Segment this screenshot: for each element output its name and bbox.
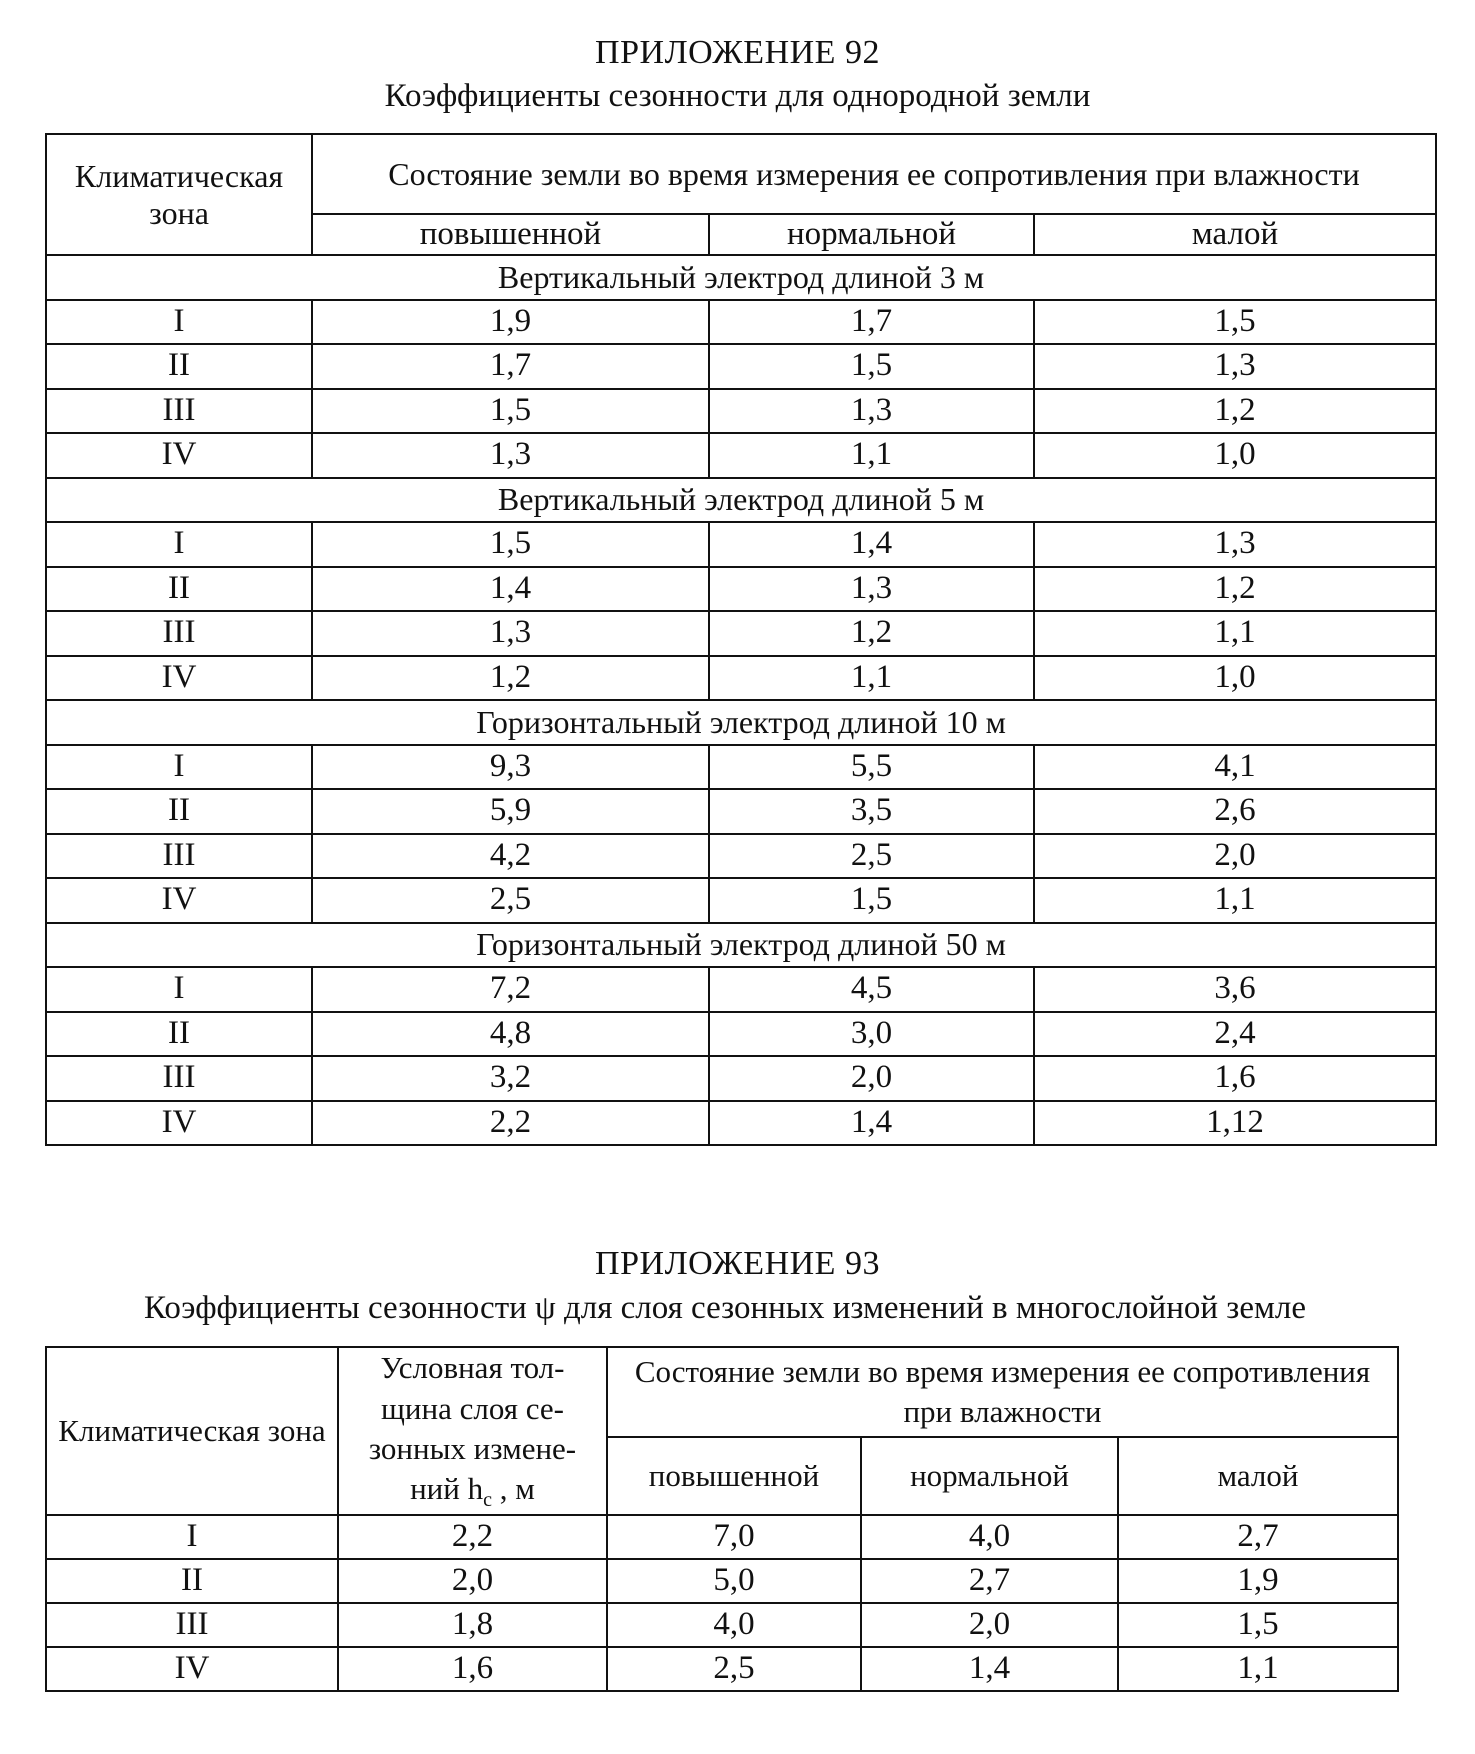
- header-humidity-low: малой: [1118, 1437, 1398, 1515]
- header-humidity-normal: нормальной: [861, 1437, 1118, 1515]
- cell-normal: 1,1: [709, 656, 1034, 701]
- table-row: [46, 344, 1436, 389]
- cell-low: 1,5: [1118, 1603, 1398, 1647]
- cell-zone: I: [46, 522, 312, 567]
- appendix-92-caption: Коэффициенты сезонности для однородной земли: [384, 78, 1091, 114]
- section-title: Вертикальный электрод длиной 3 м: [46, 255, 1436, 300]
- cell-zone: II: [46, 1559, 338, 1603]
- cell-high: 4,8: [312, 1012, 709, 1057]
- cell-high: 2,2: [312, 1101, 709, 1146]
- appendix-93-heading: ПРИЛОЖЕНИЕ 93: [595, 1245, 880, 1282]
- cell-normal: 1,3: [709, 389, 1034, 434]
- cell-low: 2,0: [1034, 834, 1436, 879]
- table-row: [46, 1559, 1398, 1603]
- cell-normal: 2,0: [709, 1056, 1034, 1101]
- cell-low: 2,4: [1034, 1012, 1436, 1057]
- cell-zone: IV: [46, 433, 312, 478]
- seasonality-table-multilayer: [45, 1346, 1399, 1692]
- cell-high: 1,9: [312, 300, 709, 345]
- cell-normal: 1,2: [709, 611, 1034, 656]
- thickness-subscript: c: [483, 1489, 493, 1512]
- cell-high: 1,3: [312, 433, 709, 478]
- cell-normal: 5,5: [709, 745, 1034, 790]
- cell-low: 1,9: [1118, 1559, 1398, 1603]
- cell-high: 2,5: [312, 878, 709, 923]
- cell-zone: II: [46, 344, 312, 389]
- cell-thickness: 2,2: [338, 1515, 607, 1559]
- cell-zone: III: [46, 1603, 338, 1647]
- cell-low: 1,12: [1034, 1101, 1436, 1146]
- cell-zone: IV: [46, 1101, 312, 1146]
- section-row: [46, 255, 1436, 300]
- cell-normal: 1,5: [709, 344, 1034, 389]
- seasonality-table-homogeneous: [45, 133, 1437, 1146]
- cell-zone: I: [46, 300, 312, 345]
- section-title: Горизонтальный электрод длиной 10 м: [46, 700, 1436, 745]
- cell-normal: 1,3: [709, 567, 1034, 612]
- cell-high: 3,2: [312, 1056, 709, 1101]
- cell-high: 9,3: [312, 745, 709, 790]
- cell-zone: II: [46, 789, 312, 834]
- table-row: [46, 1647, 1398, 1691]
- cell-low: 1,0: [1034, 656, 1436, 701]
- header-soil-state: Состояние земли во время измерения ее сопротивления при влажности: [607, 1347, 1398, 1437]
- cell-zone: III: [46, 389, 312, 434]
- cell-low: 1,3: [1034, 522, 1436, 567]
- table-row: [46, 1515, 1398, 1559]
- cell-high: 1,5: [312, 389, 709, 434]
- table-row: [46, 967, 1436, 1012]
- cell-zone: I: [46, 967, 312, 1012]
- cell-low: 4,1: [1034, 745, 1436, 790]
- appendix-92-heading: ПРИЛОЖЕНИЕ 92: [595, 34, 880, 71]
- section-title: Горизонтальный электрод длиной 50 м: [46, 923, 1436, 968]
- section-row: [46, 923, 1436, 968]
- cell-low: 1,6: [1034, 1056, 1436, 1101]
- cell-high: 1,5: [312, 522, 709, 567]
- table-row: [46, 611, 1436, 656]
- table-row: [46, 1603, 1398, 1647]
- cell-normal: 1,1: [709, 433, 1034, 478]
- cell-high: 2,5: [607, 1647, 861, 1691]
- table-row: [46, 567, 1436, 612]
- cell-normal: 1,5: [709, 878, 1034, 923]
- header-climatic-zone: Климатическая зона: [46, 134, 312, 255]
- cell-high: 4,0: [607, 1603, 861, 1647]
- cell-zone: I: [46, 745, 312, 790]
- cell-low: 2,6: [1034, 789, 1436, 834]
- cell-low: 3,6: [1034, 967, 1436, 1012]
- cell-low: 1,5: [1034, 300, 1436, 345]
- header-layer-thickness: [338, 1347, 607, 1515]
- cell-high: 7,0: [607, 1515, 861, 1559]
- header-soil-state: Состояние земли во время измерения ее сопротивления при влажности: [312, 134, 1436, 214]
- section-title: Вертикальный электрод длиной 5 м: [46, 478, 1436, 523]
- table-row: [46, 300, 1436, 345]
- cell-normal: 2,7: [861, 1559, 1118, 1603]
- thickness-unit: , м: [492, 1471, 535, 1507]
- cell-zone: III: [46, 611, 312, 656]
- cell-low: 1,2: [1034, 389, 1436, 434]
- cell-high: 5,9: [312, 789, 709, 834]
- cell-normal: 4,5: [709, 967, 1034, 1012]
- cell-high: 1,2: [312, 656, 709, 701]
- cell-low: 1,3: [1034, 344, 1436, 389]
- appendix-93-caption: Коэффициенты сезонности ψ для слоя сезонных изменений в многослойной земле: [144, 1290, 1306, 1326]
- cell-high: 5,0: [607, 1559, 861, 1603]
- cell-low: 1,0: [1034, 433, 1436, 478]
- table-row: [46, 789, 1436, 834]
- cell-zone: I: [46, 1515, 338, 1559]
- table-row: [46, 1101, 1436, 1146]
- section-row: [46, 478, 1436, 523]
- cell-high: 1,4: [312, 567, 709, 612]
- thickness-line: ний h: [410, 1471, 484, 1507]
- cell-high: 1,7: [312, 344, 709, 389]
- cell-thickness: 1,6: [338, 1647, 607, 1691]
- cell-high: 4,2: [312, 834, 709, 879]
- cell-normal: 2,5: [709, 834, 1034, 879]
- table-row: [46, 433, 1436, 478]
- cell-high: 7,2: [312, 967, 709, 1012]
- cell-high: 1,3: [312, 611, 709, 656]
- cell-zone: IV: [46, 878, 312, 923]
- cell-low: 1,1: [1034, 878, 1436, 923]
- cell-normal: 4,0: [861, 1515, 1118, 1559]
- cell-zone: IV: [46, 656, 312, 701]
- cell-zone: II: [46, 567, 312, 612]
- cell-normal: 1,7: [709, 300, 1034, 345]
- cell-zone: III: [46, 834, 312, 879]
- header-humidity-normal: нормальной: [709, 214, 1034, 255]
- header-humidity-high: повышенной: [312, 214, 709, 255]
- thickness-line: зонных измене-: [368, 1431, 577, 1467]
- cell-thickness: 1,8: [338, 1603, 607, 1647]
- cell-normal: 3,5: [709, 789, 1034, 834]
- table-row: [46, 656, 1436, 701]
- table-row: [46, 1056, 1436, 1101]
- table-row: [46, 1012, 1436, 1057]
- cell-normal: 1,4: [709, 1101, 1034, 1146]
- table-row: [46, 389, 1436, 434]
- cell-low: 1,1: [1034, 611, 1436, 656]
- thickness-line: щина слоя се-: [381, 1390, 564, 1426]
- thickness-line: Условная тол-: [380, 1350, 565, 1386]
- table-row: [46, 745, 1436, 790]
- cell-low: 1,2: [1034, 567, 1436, 612]
- table-row: [46, 878, 1436, 923]
- cell-zone: II: [46, 1012, 312, 1057]
- cell-normal: 3,0: [709, 1012, 1034, 1057]
- cell-thickness: 2,0: [338, 1559, 607, 1603]
- table-row: [46, 834, 1436, 879]
- section-row: [46, 700, 1436, 745]
- cell-zone: III: [46, 1056, 312, 1101]
- table-row: [46, 522, 1436, 567]
- cell-normal: 2,0: [861, 1603, 1118, 1647]
- cell-zone: IV: [46, 1647, 338, 1691]
- cell-normal: 1,4: [709, 522, 1034, 567]
- cell-normal: 1,4: [861, 1647, 1118, 1691]
- header-humidity-low: малой: [1034, 214, 1436, 255]
- header-climatic-zone: Климатическая зона: [46, 1347, 338, 1515]
- header-humidity-high: повышенной: [607, 1437, 861, 1515]
- cell-low: 1,1: [1118, 1647, 1398, 1691]
- cell-low: 2,7: [1118, 1515, 1398, 1559]
